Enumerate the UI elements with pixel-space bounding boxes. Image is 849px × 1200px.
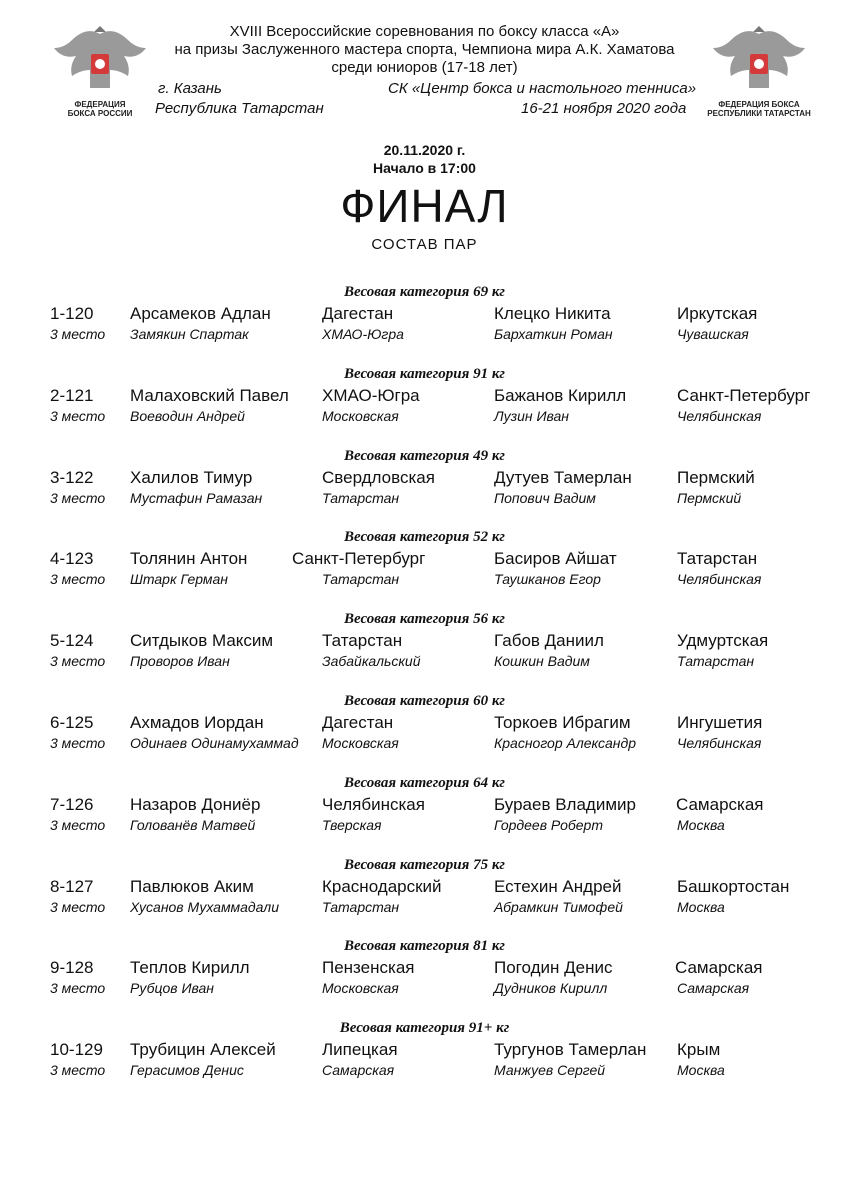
third-place-region-b: Москва (677, 899, 725, 915)
blue-corner-boxer: Габов Даниил (494, 631, 604, 650)
red-corner-boxer: Павлюков Аким (130, 877, 254, 896)
weight-category: Весовая категория 69 кг (344, 284, 505, 300)
blue-corner-region: Иркутская (677, 304, 758, 323)
bout-number: 9-128 (50, 958, 94, 977)
weight-category: Весовая категория 75 кг (344, 857, 505, 873)
third-place-boxer-b: Лузин Иван (494, 408, 569, 424)
red-corner-region: Пензенская (322, 958, 415, 977)
third-place-region-b: Самарская (677, 980, 750, 996)
red-corner-region: Краснодарский (322, 877, 442, 896)
blue-corner-region: Башкортостан (677, 877, 790, 896)
red-corner-region: Дагестан (322, 713, 394, 732)
third-place-region-a: Татарстан (322, 490, 400, 506)
red-corner-boxer: Толянин Антон (130, 549, 248, 568)
red-corner-boxer: Арсамеков Адлан (130, 304, 271, 323)
weight-category: Весовая категория 91 кг (344, 366, 505, 382)
pairs-subtitle: СОСТАВ ПАР (371, 236, 478, 253)
third-place-boxer-b: Абрамкин Тимофей (494, 899, 623, 915)
third-place-region-a: Московская (322, 408, 399, 424)
blue-corner-region: Санкт-Петербург (677, 386, 811, 405)
third-place-boxer-a: Мустафин Рамазан (130, 490, 263, 506)
competition-title-line1: XVIII Всероссийские соревнования по боксу класса «А» (229, 23, 620, 40)
blue-corner-region: Удмуртская (677, 631, 769, 650)
blue-corner-boxer: Клецко Никита (494, 304, 611, 323)
blue-corner-boxer: Торкоев Ибрагим (494, 713, 631, 732)
blue-corner-boxer: Бажанов Кирилл (494, 386, 627, 405)
third-place-region-b: Москва (677, 817, 725, 833)
start-time: Начало в 17:00 (373, 160, 476, 176)
logo-caption-line2: РЕСПУБЛИКИ ТАТАРСТАН (707, 109, 811, 118)
third-place-boxer-a: Проворов Иван (130, 653, 230, 669)
third-place-region-a: Татарстан (322, 571, 400, 587)
third-place-region-b: Пермский (677, 490, 742, 506)
blue-corner-region: Самарская (675, 958, 763, 977)
blue-corner-region: Самарская (676, 795, 764, 814)
red-corner-boxer: Халилов Тимур (130, 468, 253, 487)
third-place-boxer-a: Штарк Герман (130, 571, 228, 587)
blue-corner-region: Крым (677, 1040, 721, 1059)
bout-date: 20.11.2020 г. (383, 142, 466, 158)
third-place-label: 3 место (50, 1062, 106, 1078)
third-place-region-a: Забайкальский (322, 653, 421, 669)
bout-number: 10-129 (50, 1040, 103, 1059)
red-corner-boxer: Теплов Кирилл (130, 958, 250, 977)
weight-category: Весовая категория 56 кг (344, 611, 505, 627)
city: г. Казань (158, 80, 222, 97)
red-corner-boxer: Ситдыков Максим (130, 631, 274, 650)
third-place-boxer-a: Одинаев Одинамухаммад (130, 735, 299, 751)
third-place-region-b: Челябинская (677, 408, 762, 424)
logo-caption-line2: БОКСА РОССИИ (67, 109, 133, 118)
third-place-label: 3 место (50, 408, 106, 424)
bout-number: 6-125 (50, 713, 94, 732)
third-place-boxer-b: Бархаткин Роман (494, 326, 613, 342)
bout-number: 4-123 (50, 549, 94, 568)
third-place-region-b: Москва (677, 1062, 725, 1078)
weight-category: Весовая категория 52 кг (344, 529, 505, 545)
weight-category: Весовая категория 91+ кг (339, 1020, 510, 1036)
third-place-label: 3 место (50, 980, 106, 996)
bout-number: 5-124 (50, 631, 94, 650)
competition-title-line2: на призы Заслуженного мастера спорта, Чемпиона мира А.К. Хаматова (174, 41, 675, 58)
bout-number: 7-126 (50, 795, 94, 814)
bout-number: 2-121 (50, 386, 94, 405)
third-place-region-a: ХМАО-Югра (322, 326, 404, 342)
third-place-region-a: Самарская (322, 1062, 395, 1078)
third-place-boxer-b: Красногор Александр (494, 735, 637, 751)
third-place-label: 3 место (50, 899, 106, 915)
third-place-boxer-b: Кошкин Вадим (494, 653, 590, 669)
third-place-label: 3 место (50, 490, 106, 506)
third-place-boxer-a: Воеводин Андрей (130, 408, 245, 424)
red-corner-boxer: Ахмадов Иордан (130, 713, 264, 732)
third-place-label: 3 место (50, 653, 106, 669)
red-corner-region: Липецкая (322, 1040, 398, 1059)
third-place-label: 3 место (50, 571, 106, 587)
weight-category: Весовая категория 60 кг (344, 693, 505, 709)
third-place-boxer-a: Голованёв Матвей (130, 817, 256, 833)
third-place-boxer-b: Таушканов Егор (494, 571, 601, 587)
red-corner-region: Санкт-Петербург (292, 549, 426, 568)
red-corner-region: Свердловская (322, 468, 435, 487)
bout-number: 3-122 (50, 468, 94, 487)
competition-title-line3: среди юниоров (17-18 лет) (331, 59, 518, 76)
red-corner-boxer: Малаховский Павел (130, 386, 289, 405)
blue-corner-region: Пермский (677, 468, 755, 487)
red-corner-region: Дагестан (322, 304, 394, 323)
venue: СК «Центр бокса и настольного тенниса» (388, 80, 697, 97)
blue-corner-boxer: Естехин Андрей (494, 877, 622, 896)
third-place-region-a: Московская (322, 735, 399, 751)
third-place-region-b: Чувашская (677, 326, 749, 342)
red-corner-boxer: Трубицин Алексей (130, 1040, 276, 1059)
red-corner-region: Татарстан (322, 631, 403, 650)
third-place-boxer-a: Рубцов Иван (130, 980, 215, 996)
red-corner-region: Челябинская (322, 795, 425, 814)
third-place-region-b: Челябинская (677, 571, 762, 587)
third-place-region-a: Татарстан (322, 899, 400, 915)
third-place-label: 3 место (50, 817, 106, 833)
blue-corner-region: Ингушетия (677, 713, 763, 732)
bout-number: 1-120 (50, 304, 94, 323)
red-corner-region: ХМАО-Югра (322, 386, 420, 405)
third-place-label: 3 место (50, 326, 106, 342)
weight-category: Весовая категория 64 кг (344, 775, 505, 791)
blue-corner-boxer: Бураев Владимир (494, 795, 636, 814)
third-place-label: 3 место (50, 735, 106, 751)
weight-category: Весовая категория 81 кг (344, 938, 505, 954)
third-place-boxer-a: Замякин Спартак (130, 326, 249, 342)
blue-corner-boxer: Тургунов Тамерлан (494, 1040, 647, 1059)
third-place-region-a: Тверская (322, 817, 382, 833)
third-place-region-b: Татарстан (677, 653, 755, 669)
third-place-boxer-a: Герасимов Денис (130, 1062, 244, 1078)
third-place-region-b: Челябинская (677, 735, 762, 751)
blue-corner-boxer: Погодин Денис (494, 958, 613, 977)
bout-number: 8-127 (50, 877, 94, 896)
third-place-region-a: Московская (322, 980, 399, 996)
third-place-boxer-b: Попович Вадим (494, 490, 596, 506)
stage-title: ФИНАЛ (340, 180, 509, 232)
red-corner-boxer: Назаров Дониёр (130, 795, 261, 814)
third-place-boxer-b: Манжуев Сергей (494, 1062, 606, 1078)
weight-category: Весовая категория 49 кг (344, 448, 505, 464)
event-dates: 16-21 ноября 2020 года (521, 100, 687, 117)
third-place-boxer-b: Дудников Кирилл (494, 980, 608, 996)
third-place-boxer-a: Хусанов Мухаммадали (130, 899, 279, 915)
logo-caption-line1: ФЕДЕРАЦИЯ (74, 100, 126, 109)
blue-corner-region: Татарстан (677, 549, 758, 568)
blue-corner-boxer: Басиров Айшат (494, 549, 617, 568)
logo-caption-line1: ФЕДЕРАЦИЯ БОКСА (718, 100, 800, 109)
blue-corner-boxer: Дутуев Тамерлан (494, 468, 632, 487)
region: Республика Татарстан (155, 100, 324, 117)
third-place-boxer-b: Гордеев Роберт (494, 817, 603, 833)
